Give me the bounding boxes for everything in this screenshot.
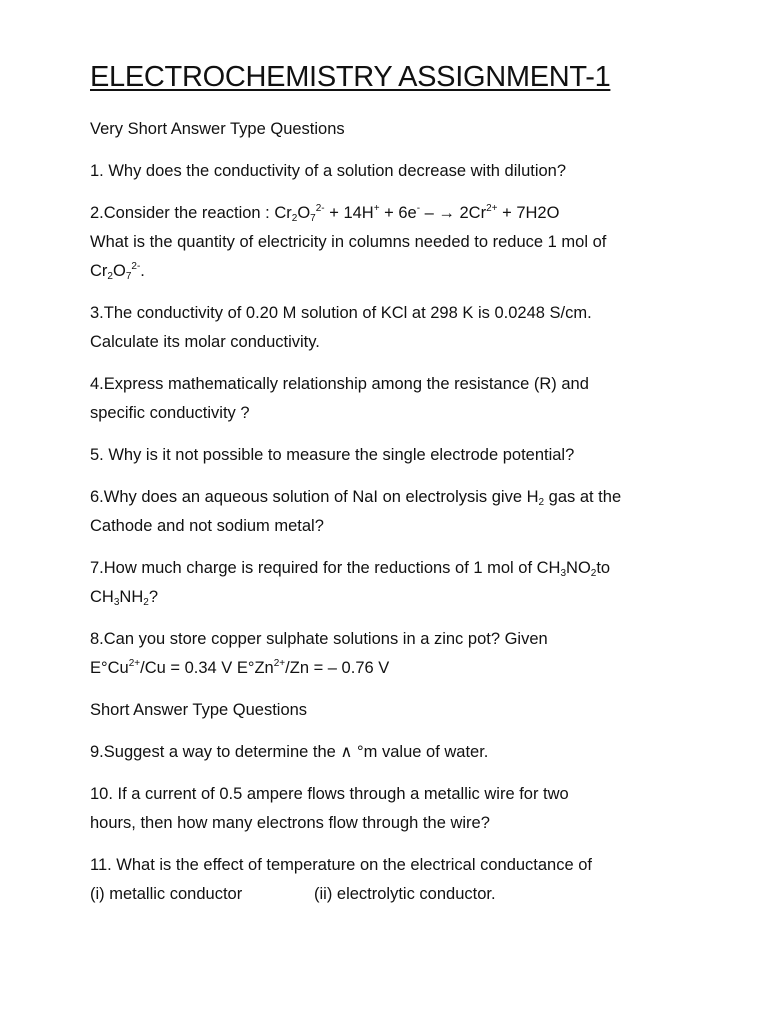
option-electrolytic: (ii) electrolytic conductor. [314, 885, 496, 903]
question-8-line-1: 8.Can you store copper sulphate solutions in a zinc pot? Given [90, 630, 548, 648]
question-7-line-2: $CH_3NH_2$? [90, 588, 158, 608]
question-10-line-1: 10. If a current of 0.5 ampere flows through a metallic wire for two [90, 785, 569, 803]
question-3-line-1: 3.The conductivity of 0.20 M solution of KCl at 298 K is 0.0248 S/cm. [90, 304, 592, 322]
question-7-line-1: 7.How much charge is required for the reductions of 1 mol of $CH_3NO_2to$ [90, 559, 611, 579]
question-4-line-2: specific conductivity ? [90, 404, 250, 422]
question-6-line-1: 6.Why does an aqueous solution of NaI on electrolysis give $H_2$ gas at the [90, 488, 622, 508]
question-11-line-1: 11. What is the effect of temperature on the electrical conductance of [90, 856, 593, 874]
question-2-line-2: What is the quantity of electricity in columns needed to reduce 1 mol of [90, 233, 607, 251]
question-6-line-2: Cathode and not sodium metal? [90, 517, 324, 535]
question-2-line-1: 2.Consider the reaction : $Cr_2O_7^{2-} + 14H^+ + 6e^-$ – → $2Cr^{2+} + 7H2O$ [90, 203, 560, 224]
question-1: 1. Why does the conductivity of a solution decrease with dilution? [90, 162, 567, 180]
section-heading-very-short: Very Short Answer Type Questions [90, 120, 345, 138]
section-heading-short: Short Answer Type Questions [90, 701, 308, 719]
question-11-line-2 [90, 884, 730, 904]
option-metallic: (i) metallic conductor [90, 885, 243, 903]
question-2-line-3: $Cr_2O_7^{2-}$. [90, 261, 145, 282]
page-title: ELECTROCHEMISTRY ASSIGNMENT-1 [90, 61, 611, 93]
question-9: 9.Suggest a way to determine the ∧ °m value of water. [90, 743, 489, 761]
question-4-line-1: 4.Express mathematically relationship among the resistance (R) and [90, 375, 589, 393]
question-8-line-2: $E^\circ Cu^{2+}/Cu = 0.34$ V $E^\circ Zn^{2+}/Zn$ = – 0.76 V [90, 658, 390, 677]
question-10-line-2: hours, then how many electrons flow through the wire? [90, 814, 490, 832]
question-5: 5. Why is it not possible to measure the single electrode potential? [90, 446, 575, 464]
question-3-line-2: Calculate its molar conductivity. [90, 333, 320, 351]
